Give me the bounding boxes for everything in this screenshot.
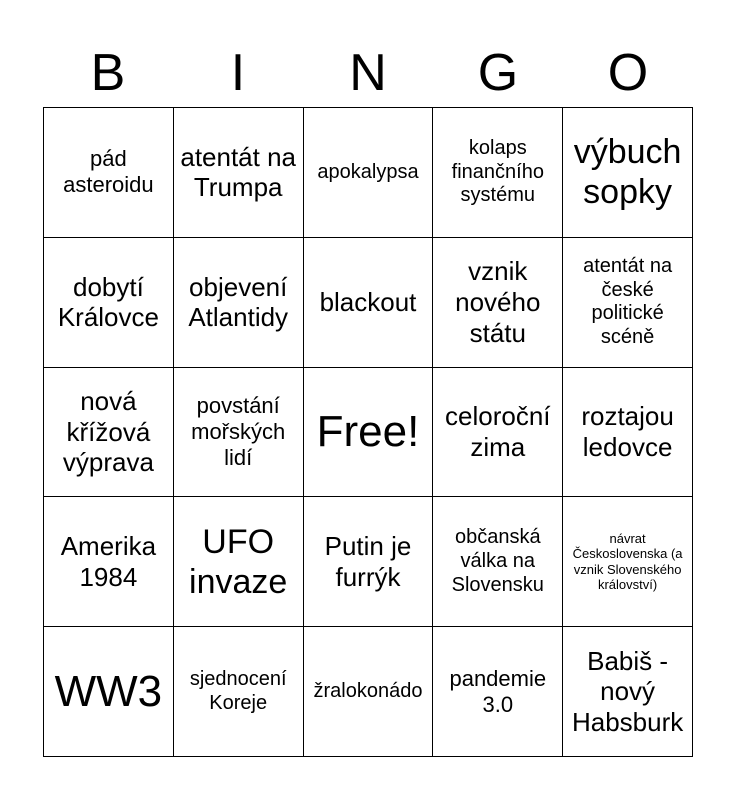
bingo-cell[interactable]: UFO invaze	[174, 497, 304, 627]
bingo-cell[interactable]: apokalypsa	[304, 108, 434, 238]
bingo-header	[43, 38, 693, 108]
bingo-cell[interactable]: kolaps finančního systému	[433, 108, 563, 238]
bingo-cell[interactable]: dobytí Královce	[44, 238, 174, 368]
bingo-cell[interactable]: Babiš - nový Habsburk	[563, 627, 693, 757]
bingo-cell[interactable]: nová křížová výprava	[44, 368, 174, 498]
bingo-cell[interactable]: sjednocení Koreje	[174, 627, 304, 757]
bingo-cell[interactable]: žralokonádo	[304, 627, 434, 757]
bingo-cell[interactable]: výbuch sopky	[563, 108, 693, 238]
bingo-cell[interactable]: vznik nového státu	[433, 238, 563, 368]
free-cell[interactable]: Free!	[304, 368, 434, 498]
header-letter-b: B	[90, 44, 126, 102]
bingo-cell[interactable]: občanská válka na Slovensku	[433, 497, 563, 627]
bingo-cell[interactable]: Putin je furrýk	[304, 497, 434, 627]
bingo-cell[interactable]: celoroční zima	[433, 368, 563, 498]
bingo-cell[interactable]: objevení Atlantidy	[174, 238, 304, 368]
header-letter-o: O	[607, 44, 649, 102]
bingo-cell[interactable]: atentát na Trumpa	[174, 108, 304, 238]
bingo-card	[43, 107, 693, 757]
bingo-cell[interactable]: WW3	[44, 627, 174, 757]
header-letter-g: G	[477, 44, 519, 102]
bingo-cell[interactable]: roztajou ledovce	[563, 368, 693, 498]
bingo-cell[interactable]: návrat Československa (a vznik Slovenského království)	[563, 497, 693, 627]
header-letter-n: N	[349, 44, 387, 102]
header-letter-i: I	[230, 44, 246, 102]
bingo-cell[interactable]: Amerika 1984	[44, 497, 174, 627]
bingo-cell[interactable]: blackout	[304, 238, 434, 368]
bingo-cell[interactable]: pandemie 3.0	[433, 627, 563, 757]
bingo-cell[interactable]: povstání mořských lidí	[174, 368, 304, 498]
bingo-cell[interactable]: pád asteroidu	[44, 108, 174, 238]
bingo-cell[interactable]: atentát na české politické scéně	[563, 238, 693, 368]
